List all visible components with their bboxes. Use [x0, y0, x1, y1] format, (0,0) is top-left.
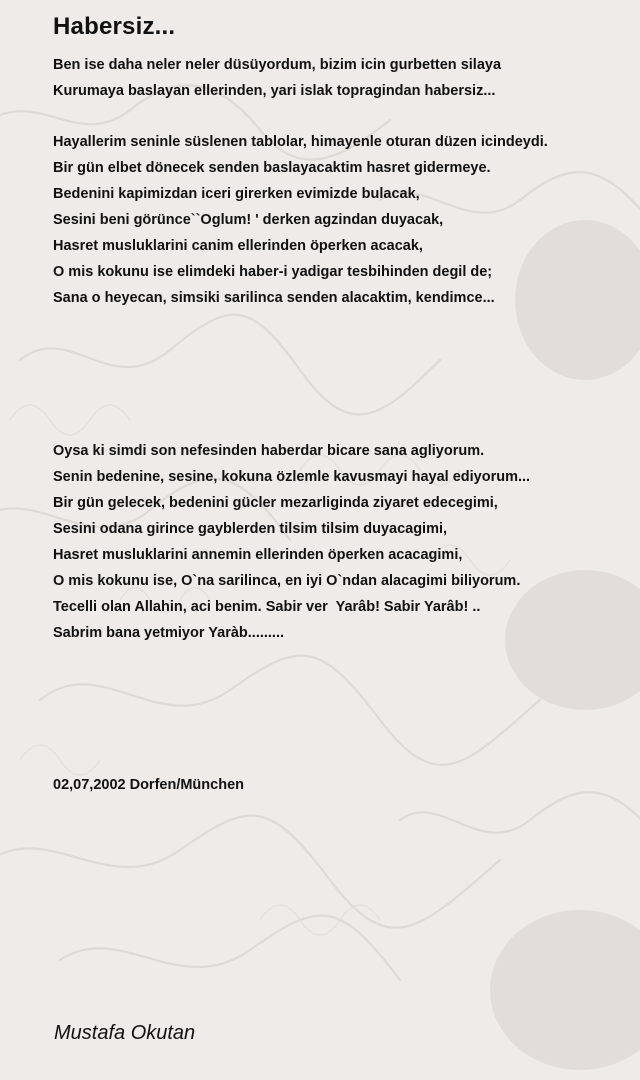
poem-line: Oysa ki simdi son nefesinden haberdar bicare sana agliyorum.: [53, 443, 485, 459]
poem-line: Tecelli olan Allahin, aci benim. Sabir ver Yarâb! Sabir Yarâb! ..: [53, 599, 481, 615]
poem-line: Ben ise daha neler neler düsüyordum, bizim icin gurbetten silaya: [53, 57, 502, 73]
stanza-1: [53, 52, 501, 104]
poem-line: O mis kokunu ise elimdeki haber-i yadigar tesbihinden degil de;: [53, 264, 493, 280]
poem-line: Bir gün elbet dönecek senden baslayacaktim hasret gidermeye.: [53, 160, 491, 176]
poem-line: Kurumaya baslayan ellerinden, yari islak topragindan habersiz...: [53, 83, 496, 99]
poem-line: Bedenini kapimizdan iceri girerken evimizde bulacak,: [53, 186, 420, 202]
poem-line: Hayallerim seninle süslenen tablolar, himayenle oturan düzen icindeydi.: [53, 134, 548, 150]
poem-line: O mis kokunu ise, O`na sarilinca, en iyi O`ndan alacagimi biliyorum.: [53, 573, 521, 589]
poem-line: Bir gün gelecek, bedenini gücler mezarliginda ziyaret edecegimi,: [53, 495, 498, 511]
author-name: Mustafa Okutan: [54, 1022, 196, 1044]
date-place: 02,07,2002 Dorfen/München: [53, 777, 244, 793]
stanza-2: [53, 129, 548, 311]
poem-line: Sana o heyecan, simsiki sarilinca senden alacaktim, kendimce...: [53, 290, 495, 306]
poem-line: Hasret musluklarini canim ellerinden öperken acacak,: [53, 238, 423, 254]
poem-line: Sesini odana girince gayblerden tilsim tilsim duyacagimi,: [53, 521, 448, 537]
poem-line: Senin bedenine, sesine, kokuna özlemle kavusmayi hayal ediyorum...: [53, 469, 531, 485]
poem-line: Hasret musluklarini annemin ellerinden öperken acacagimi,: [53, 547, 463, 563]
stanza-3: [53, 438, 530, 646]
poem-line: Sabrim bana yetmiyor Yaràb.........: [53, 625, 285, 641]
poem-line: Sesini beni görünce``Oglum! ' derken agzindan duyacak,: [53, 212, 444, 228]
poem-title: Habersiz...: [53, 13, 176, 40]
